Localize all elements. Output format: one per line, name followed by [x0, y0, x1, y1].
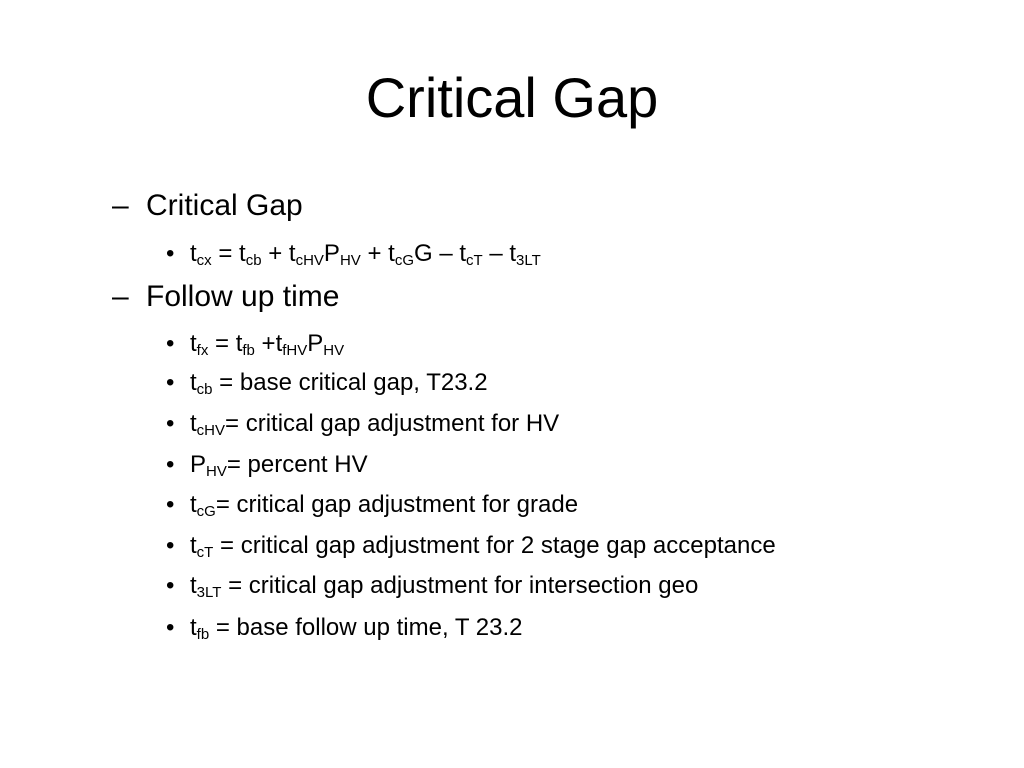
- definition-item: [166, 571, 698, 601]
- variable-symbol: t: [190, 410, 197, 437]
- definition-text: = percent HV: [226, 451, 368, 478]
- bullet-marker: •: [166, 572, 175, 599]
- bullet-marker: •: [166, 614, 175, 641]
- formula-subscript: HV: [339, 252, 361, 269]
- variable-subscript: cb: [196, 381, 213, 398]
- formula-term: t: [190, 240, 197, 267]
- variable-symbol: t: [190, 491, 197, 518]
- definition-text: = critical gap adjustment for intersection geo: [221, 572, 699, 599]
- variable-subscript: 3LT: [196, 584, 222, 601]
- definition-item: [166, 613, 523, 643]
- variable-subscript: cHV: [196, 422, 226, 439]
- formula-subscript: cx: [196, 252, 212, 269]
- variable-subscript: cG: [196, 503, 216, 520]
- bullet-marker: •: [166, 369, 175, 396]
- formula-term: + t: [360, 240, 395, 267]
- formula: [190, 240, 541, 267]
- definition-item: [166, 409, 559, 439]
- section-heading-text: Critical Gap: [146, 189, 303, 222]
- variable-subscript: cT: [196, 544, 214, 561]
- definition-item: [166, 450, 368, 480]
- definition-text: = critical gap adjustment for grade: [215, 491, 579, 518]
- section-heading: [112, 279, 339, 315]
- formula-term: P: [307, 330, 324, 357]
- formula: [190, 330, 344, 357]
- formula-item: [166, 239, 541, 269]
- bullet-marker: •: [166, 330, 175, 357]
- definition-text: = base critical gap, T23.2: [212, 369, 488, 396]
- formula-subscript: cT: [466, 252, 483, 269]
- formula-subscript: fHV: [282, 342, 308, 359]
- formula-subscript: fx: [196, 342, 209, 359]
- definition-text: = base follow up time, T 23.2: [209, 614, 523, 641]
- variable-subscript: HV: [206, 463, 227, 480]
- dash-marker: –: [112, 189, 129, 222]
- variable-subscript: fb: [196, 626, 210, 643]
- formula-term: t: [190, 330, 197, 357]
- definition-text: = critical gap adjustment for HV: [225, 410, 560, 437]
- formula-subscript: fb: [242, 342, 255, 359]
- variable-symbol: P: [190, 451, 207, 478]
- formula-term: – t: [482, 240, 517, 267]
- bullet-marker: •: [166, 532, 175, 559]
- section-heading-text: Follow up time: [146, 280, 340, 313]
- variable-symbol: t: [190, 572, 197, 599]
- formula-term: = t: [211, 240, 246, 267]
- formula-subscript: 3LT: [516, 252, 541, 269]
- bullet-marker: •: [166, 491, 175, 518]
- formula-term: +t: [254, 330, 283, 357]
- formula-item: [166, 329, 344, 359]
- bullet-marker: •: [166, 451, 175, 478]
- formula-subscript: HV: [323, 342, 345, 359]
- variable-symbol: t: [190, 369, 197, 396]
- formula-term: G – t: [413, 240, 467, 267]
- definition-item: [166, 490, 578, 520]
- formula-subscript: cG: [394, 252, 414, 269]
- slide-title: Critical Gap: [365, 66, 659, 129]
- bullet-marker: •: [166, 240, 175, 267]
- formula-term: + t: [261, 240, 296, 267]
- formula-term: P: [323, 240, 340, 267]
- definition-text: = critical gap adjustment for 2 stage gap acceptance: [213, 532, 776, 559]
- variable-symbol: t: [190, 532, 197, 559]
- formula-subscript: cHV: [295, 252, 324, 269]
- definition-item: [166, 531, 776, 561]
- variable-symbol: t: [190, 614, 197, 641]
- formula-term: = t: [208, 330, 243, 357]
- section-heading: [112, 188, 303, 224]
- bullet-marker: •: [166, 410, 175, 437]
- definition-item: [166, 368, 488, 398]
- dash-marker: –: [112, 280, 129, 313]
- formula-subscript: cb: [245, 252, 262, 269]
